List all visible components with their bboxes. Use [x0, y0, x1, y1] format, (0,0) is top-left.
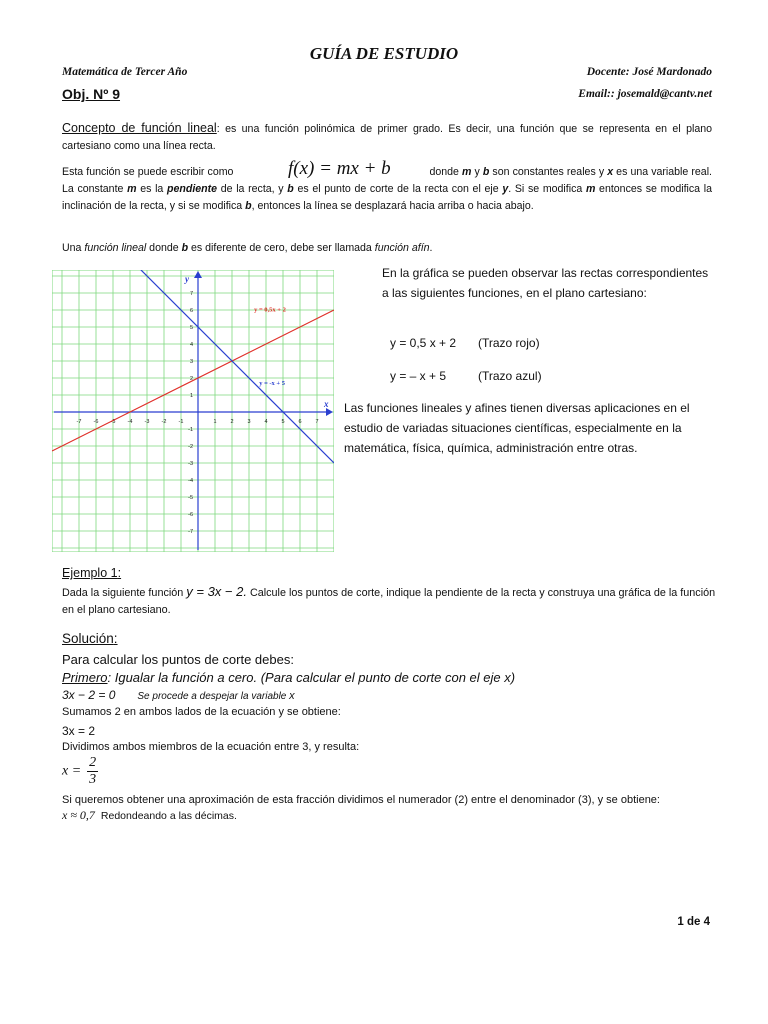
concept-paragraph	[62, 120, 712, 155]
y-tick-label: -4	[188, 478, 193, 484]
definition-text-h: es el punto de corte de la recta con el eje	[293, 183, 503, 195]
y-axis-label: y	[185, 274, 189, 284]
var-m-3: m	[585, 183, 596, 195]
x-tick-label: -7	[76, 419, 82, 425]
equation-blue-label: (Trazo azul)	[478, 369, 542, 383]
equation-blue: y = – x + 5	[390, 369, 447, 383]
concept-heading: Concepto de función lineal	[62, 121, 217, 135]
definition-text-f: es la	[136, 183, 168, 195]
approximation	[62, 808, 237, 823]
var-b-2: b	[287, 183, 294, 195]
teacher-name: Docente: José Mardonado	[586, 66, 712, 78]
y-tick-label: 2	[189, 376, 193, 382]
x-tick-label: -6	[93, 419, 99, 425]
y-tick-label: -3	[188, 461, 193, 467]
course-name: Matemática de Tercer Año	[62, 66, 188, 78]
solution-title-text: Solución	[62, 631, 114, 646]
definition-text-c: y	[471, 166, 483, 178]
var-m-2: m	[127, 183, 137, 195]
x-tick-label: 3	[247, 419, 251, 425]
x-tick-label: 7	[315, 419, 319, 425]
general-formula: f(x) = mx + b	[288, 158, 391, 179]
var-b-4: b	[181, 242, 189, 254]
fraction-denominator: 3	[89, 772, 97, 787]
equation-a-note: Se procede a despejar la variable	[137, 691, 290, 702]
y-tick-label: 3	[189, 359, 193, 365]
example-statement	[62, 583, 722, 619]
x-tick-label: -5	[110, 419, 116, 425]
solution-line-2	[62, 670, 515, 685]
fraction-numerator: 2	[89, 755, 97, 770]
affine-text-a: Una	[62, 242, 85, 254]
x-tick-label: 1	[213, 419, 217, 425]
x-tick-label: -4	[127, 419, 133, 425]
x-tick-label: -3	[144, 419, 150, 425]
example-title	[62, 566, 121, 580]
equation-a: 3x − 2 = 0	[62, 688, 116, 702]
objective-number: Obj. Nº 9	[62, 86, 121, 102]
step-first-text: : Igualar la función a cero. (Para calcular el punto de corte con el eje x)	[107, 670, 516, 685]
var-b-3: b	[245, 200, 252, 212]
applications-text: Las funciones lineales y afines tienen diversas aplicaciones en el estudio de variadas situaciones científicas, especialmente en la matemática, física, química, administración entre otras.	[344, 401, 690, 455]
x-tick-label: 4	[264, 419, 268, 425]
email-address: Email:: josemald@cantv.net	[578, 88, 712, 100]
term-funcion-afin: función afín	[374, 242, 430, 254]
y-tick-label: -6	[188, 512, 193, 518]
page-number: 1 de 4	[677, 916, 710, 928]
example-text-b: Calcule los puntos de corte, indique la pendiente de la recta y construya una gráfica de la función en el plano cartesiano.	[62, 587, 716, 616]
x-tick-label: 2	[230, 419, 234, 425]
approximation-value: x ≈ 0,7	[62, 808, 95, 822]
graph-intro-text: En la gráfica se pueden observar las rectas correspondientes a las siguientes funciones, en el plano cartesiano:	[382, 266, 709, 300]
var-b: b	[482, 166, 490, 178]
x-tick-label: 6	[298, 419, 302, 425]
affine-paragraph	[62, 240, 712, 257]
series-label-0: y = 0,5x + 2	[254, 306, 286, 314]
example-function: y = 3x − 2.	[186, 584, 247, 599]
definition-text-b: donde	[429, 166, 462, 178]
affine-text-c: donde	[146, 242, 182, 254]
var-y: y	[502, 183, 509, 195]
graph-intro	[344, 263, 714, 303]
equation-a-note-var: x	[289, 690, 295, 702]
y-tick-label: -5	[188, 495, 193, 501]
solution-equation-b: 3x = 2	[62, 724, 96, 738]
fraction	[87, 755, 98, 788]
term-funcion-lineal: función lineal	[84, 242, 147, 254]
y-tick-label: 7	[189, 291, 193, 297]
x-tick-label: 5	[281, 419, 285, 425]
x-tick-label: -1	[178, 419, 184, 425]
y-tick-label: -2	[188, 444, 193, 450]
y-tick-label: 5	[189, 325, 193, 331]
graph-description	[344, 263, 714, 303]
definition-text-a: Esta función se puede escribir como	[62, 166, 234, 178]
affine-text-d: es diferente de cero, debe ser llamada	[188, 242, 375, 254]
equation-red-label: (Trazo rojo)	[478, 336, 540, 350]
solution-line-3: Sumamos 2 en ambos lados de la ecuación y se obtiene:	[62, 706, 341, 718]
solution-line-1: Para calcular los puntos de corte debes:	[62, 652, 294, 667]
definition-text-e: es una variable real. La constante	[62, 166, 712, 195]
example-title-colon: :	[117, 566, 122, 580]
y-tick-label: -7	[188, 529, 193, 535]
x-axis-label: x	[324, 399, 329, 409]
affine-text-f: .	[429, 242, 433, 254]
y-tick-label: -1	[188, 427, 193, 433]
page-title: GUÍA DE ESTUDIO	[309, 44, 459, 63]
graph-frame	[52, 270, 334, 552]
equation-red: y = 0,5 x + 2	[390, 336, 457, 350]
concept-text: : es una función polinómica de primer grado. Es decir, una función que se representa en el plano cartesiano como una línea recta.	[62, 123, 713, 152]
var-x: x	[607, 166, 614, 178]
y-tick-label: 1	[189, 393, 193, 399]
definition-text-g: de la recta, y	[217, 183, 288, 195]
solution-line-5: Si queremos obtener una aproximación de esta fracción dividimos el numerador (2) entre el denominador (3), y se obtiene:	[62, 794, 660, 806]
solution-equation-a	[62, 688, 295, 702]
example-text-a: Dada la siguiente función	[62, 587, 187, 599]
var-m: m	[461, 166, 472, 178]
solution-line-4: Dividimos ambos miembros de la ecuación entre 3, y resulta:	[62, 741, 360, 753]
y-tick-label: 6	[189, 308, 193, 314]
definition-text-j: entonces se modifica la inclinación de la recta, y si se modifica	[62, 183, 712, 212]
step-first: Primero	[62, 670, 108, 685]
term-pendiente: pendiente	[167, 183, 218, 195]
solution-title	[62, 631, 118, 646]
fraction-result	[62, 755, 98, 788]
cartesian-graph	[52, 270, 334, 552]
series-label-1: y = -x + 5	[259, 379, 286, 387]
solution-title-colon: :	[113, 631, 118, 646]
approximation-text: Redondeando a las décimas.	[100, 810, 237, 822]
definition-text-k: , entonces la línea se desplazará hacia arriba o hacia abajo.	[251, 200, 534, 212]
y-tick-label: 4	[189, 342, 193, 348]
definition-text-i: . Si se modifica	[508, 183, 586, 195]
fraction-lhs: x =	[62, 763, 82, 779]
x-tick-label: -2	[161, 419, 167, 425]
definition-text-d: son constantes reales y	[489, 166, 608, 178]
example-title-text: Ejemplo 1	[62, 566, 118, 580]
